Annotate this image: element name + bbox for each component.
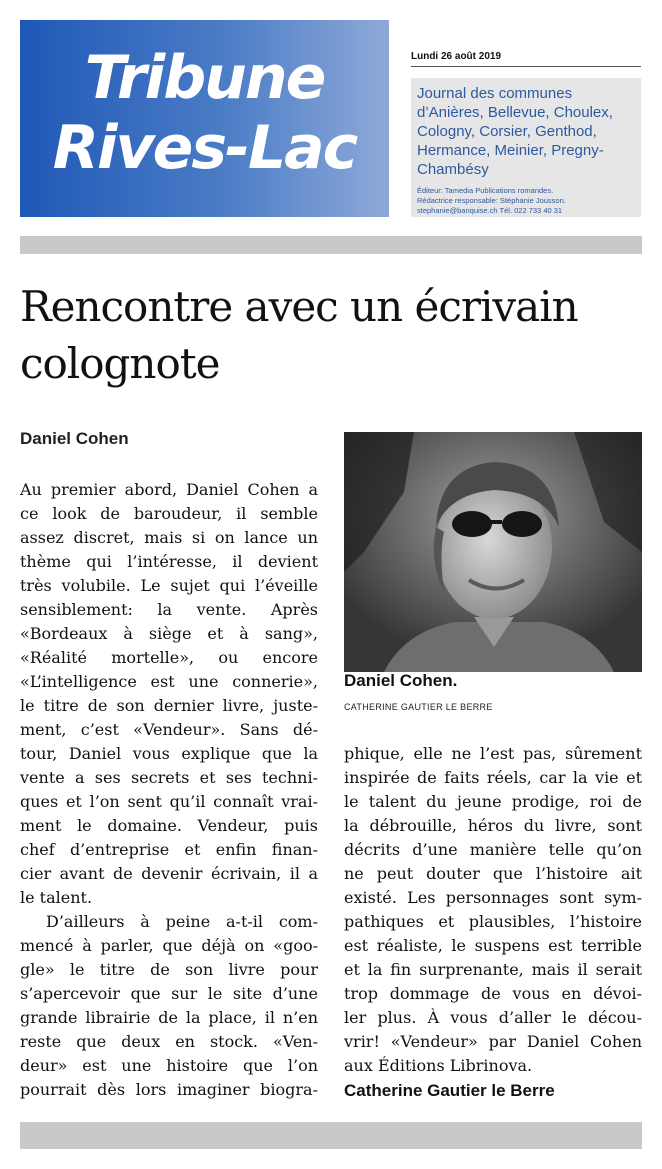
top-divider-bar xyxy=(20,236,642,254)
col2-line: phique, elle ne l’est pas, sûrement xyxy=(344,744,642,763)
communes-list: Journal des communes d’Anières, Bellevue, Choulex, Cologny, Corsier, Genthod, Hermance, Meinier, Pregny-Chambésy xyxy=(417,85,613,178)
date-divider xyxy=(411,66,641,67)
masthead-info-box xyxy=(411,78,641,217)
col1-line: D’ailleurs à peine a-t-il com- xyxy=(46,912,318,931)
col2-line: la débrouille, héros du livre, sont xyxy=(344,816,642,835)
col1-line: thème qui l’intéresse, il devient xyxy=(20,552,318,571)
col2-line: existé. Les personnages sont sym- xyxy=(344,888,642,907)
col1-line: très volubile. Le sujet qui l’éveille xyxy=(20,576,318,595)
col1-line: ment le domaine. Vendeur, puis xyxy=(20,816,318,835)
photo-credit: CATHERINE GAUTIER LE BERRE xyxy=(344,702,493,712)
author-photo xyxy=(344,432,642,672)
col1-line: reste que deux en stock. «Ven- xyxy=(20,1032,318,1051)
article-author: Daniel Cohen xyxy=(20,429,129,448)
masthead-title-line2: Rives-Lac xyxy=(52,113,357,183)
col2-line: pathiques et plausibles, l’histoire xyxy=(344,912,642,931)
col1-line: cier avant de devenir écrivain, il a xyxy=(20,864,318,883)
col1-line: «Bordeaux à siège et à sang», xyxy=(20,624,318,643)
col2-line: ler plus. À vous d’aller le décou- xyxy=(344,1008,642,1027)
col1-line: grande librairie de la place, il n’en xyxy=(20,1008,318,1027)
col1-line: le talent. xyxy=(20,888,93,907)
col1-line: mencé à parler, que déjà on «goo- xyxy=(20,936,318,955)
col1-line: deur» est une histoire que l’on xyxy=(20,1056,318,1075)
col1-line: s’apercevoir que sur le site d’une xyxy=(20,984,318,1003)
col1-line: sensiblement: la vente. Après xyxy=(20,600,318,619)
col2-line: est réaliste, le suspens est terrible xyxy=(344,936,642,955)
masthead-logo xyxy=(20,20,389,217)
col1-line: ment, c’est «Vendeur». Sans dé- xyxy=(20,720,318,739)
col1-line: assez discret, mais si on lance un xyxy=(20,528,318,547)
issue-date: Lundi 26 août 2019 xyxy=(411,51,502,62)
col1-line: ques et l’on sent qu’il connaît vrai- xyxy=(20,792,318,811)
masthead-title-line1: Tribune xyxy=(84,43,325,113)
col2-line: vrir! «Vendeur» par Daniel Cohen xyxy=(344,1032,642,1051)
photo-caption: Daniel Cohen. xyxy=(344,671,458,690)
col1-line: le titre de son dernier livre, juste- xyxy=(20,696,318,715)
bottom-divider-bar xyxy=(20,1122,642,1149)
col1-line: gle» le titre de son livre pour xyxy=(20,960,318,979)
col1-line: Au premier abord, Daniel Cohen a xyxy=(20,480,318,499)
col2-line: inspirée de faits réels, car la vie et xyxy=(344,768,642,787)
col2-line: aux Éditions Librinova. xyxy=(344,1056,533,1075)
col2-line: trop dommage de vous en dévoi- xyxy=(344,984,642,1003)
publisher-line: Éditeur: Tamedia Publications romandes. xyxy=(417,186,554,195)
col2-line: et la fin surprenante, mais il serait xyxy=(344,960,642,979)
col2-line: ne peut douter que l’histoire ait xyxy=(344,864,642,883)
col1-line: vente a ses secrets et ses techni- xyxy=(20,768,318,787)
col2-line: décrits d’une manière telle qu’on xyxy=(344,840,642,859)
article-title: Rencontre avec un écrivain colognote xyxy=(20,282,578,388)
col1-line: tour, Daniel vous explique que la xyxy=(20,744,318,763)
contact-line: stephanie@banquise.ch Tél. 022 733 40 31 xyxy=(417,206,563,215)
editor-info xyxy=(417,186,639,216)
col2-line: le talent du jeune prodige, roi de xyxy=(344,792,642,811)
article-signature: Catherine Gautier le Berre xyxy=(344,1081,555,1100)
col1-line: pourrait dès lors imaginer biogra- xyxy=(20,1080,318,1099)
editor-line: Rédactrice responsable: Stéphanie Jousson. xyxy=(417,196,566,205)
col1-line: chef d’entreprise et enfin finan- xyxy=(20,840,318,859)
col1-line: «Réalité mortelle», ou encore xyxy=(20,648,318,667)
col1-line: «L’intelligence est une connerie», xyxy=(20,672,318,691)
col1-line: ce look de baroudeur, il semble xyxy=(20,504,318,523)
